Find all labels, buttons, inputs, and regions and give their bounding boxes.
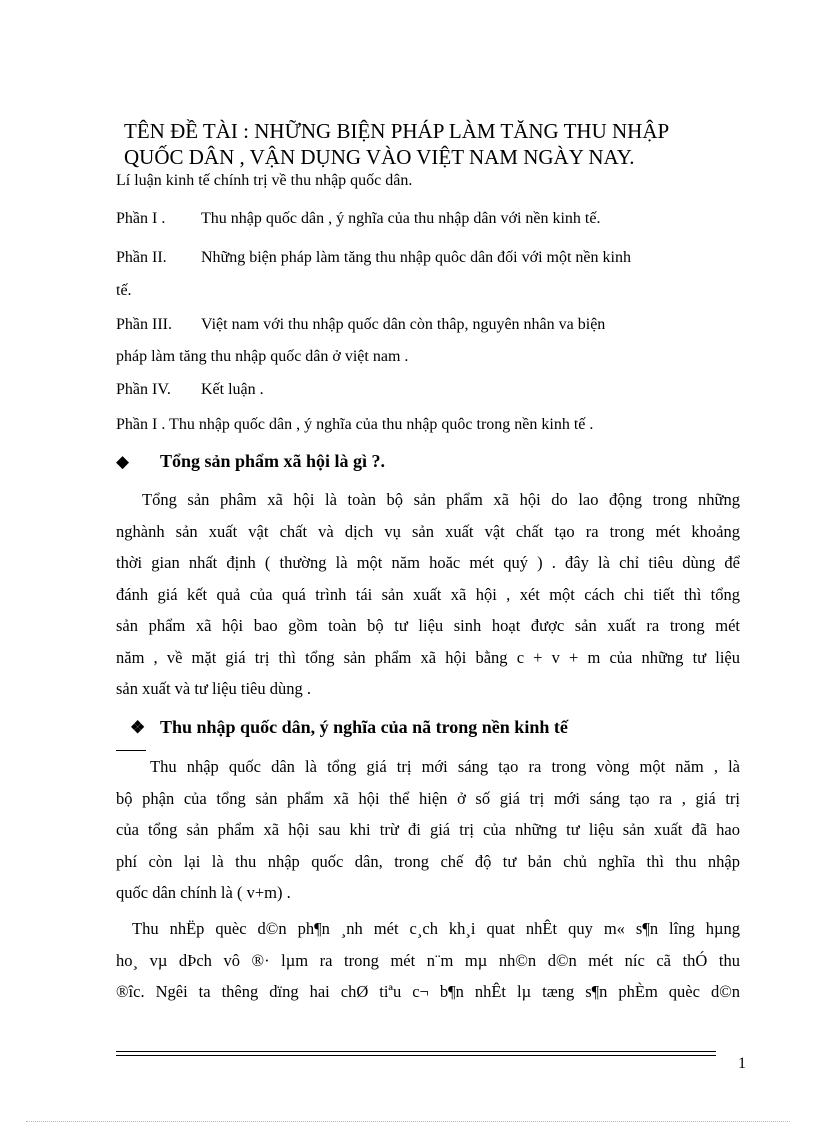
outline-item-label: Phần III. xyxy=(116,316,172,333)
paragraph-line: nghành sản xuất vật chất và dịch vụ sản xuất vật chất tạo ra trong mét khoảng xyxy=(116,521,740,541)
outline-item-label: Phần II. xyxy=(116,249,167,266)
outline-item-2-continuation: tế. xyxy=(116,282,132,299)
paragraph-line: thời gian nhất định ( thường là một năm hoăc mét quý ) . đây là chỉ tiêu dùng để xyxy=(116,553,740,572)
outline-item-text: Thu nhập quốc dân , ý nghĩa của thu nhập dân với nền kinh tế. xyxy=(201,210,601,227)
diamond-bullet-icon: ◆ xyxy=(116,452,130,471)
section-1-heading-text: Tổng sản phẩm xã hội là gì ?. xyxy=(160,451,386,471)
four-diamond-bullet-icon: ❖ xyxy=(130,718,146,737)
outline-item-label: Phần I . xyxy=(116,210,166,227)
paragraph-line: đánh giá kết quả của quá trình tái sản xuất xã hội , xét một cách chi tiết thì tổng xyxy=(116,584,740,604)
footer-rule-top xyxy=(116,1051,716,1052)
section-2-heading-text: Thu nhập quốc dân, ý nghĩa của nã trong nền kinh tế xyxy=(160,717,568,737)
paragraph-line: ho¸ vµ dÞch vô ®· lµm ra trong mét n¨m mµ nh©n d©n mét níc cã thÓ thu xyxy=(116,950,740,970)
outline-item-3 xyxy=(116,316,605,334)
paragraph-line: phí còn lại là thu nhập quốc dân, trong chế độ tư bản chủ nghĩa thì thu nhập xyxy=(116,851,740,871)
paragraph-line: ®îc. Ngêi ta thêng dïng hai chØ tiªu c¬ b¶n nhÊt lµ tæng s¶n phÈm quèc d©n xyxy=(116,982,740,1001)
footer-rule-bottom xyxy=(116,1055,716,1056)
outline-item-text: Kết luận . xyxy=(201,381,264,398)
title-line-2: QUỐC DÂN , VẬN DỤNG VÀO VIỆT NAM NGÀY NAY. xyxy=(124,145,635,169)
outline-item-label: Phần IV. xyxy=(116,381,171,398)
outline-item-2 xyxy=(116,249,631,267)
section-1-paragraph xyxy=(116,484,740,705)
paragraph-line: sản phẩm xã hội bao gồm toàn bộ tư liệu sinh hoạt được sản xuất ra trong mét xyxy=(116,616,740,635)
paragraph-line: bộ phận của tổng sản phẩm xã hội thể hiện ở số giá trị mới sáng tạo ra , giá trị xyxy=(116,788,740,808)
section-3-paragraph xyxy=(116,913,740,1008)
section-2-paragraph xyxy=(116,751,740,909)
page-number: 1 xyxy=(738,1055,746,1072)
paragraph-line: Thu nhËp quèc d©n ph¶n ¸nh mét c¸ch kh¸i quat nhÊt quy m« s¶n lîng hµng xyxy=(132,919,740,938)
paragraph-line: quốc dân chính là ( v+m) . xyxy=(116,883,291,902)
outline-item-1 xyxy=(116,210,600,228)
paragraph-line: Thu nhập quốc dân là tổng giá trị mới sáng tạo ra trong vòng một năm , là xyxy=(150,757,740,776)
paragraph-line: sản xuất và tư liệu tiêu dùng . xyxy=(116,679,311,698)
paragraph-line: của tổng sản phẩm xã hội sau khi trừ đi giá trị của những tư liệu sản xuất đã hao xyxy=(116,820,740,839)
outline-item-text: Những biện pháp làm tăng thu nhập quôc dân đối với một nền kinh xyxy=(201,249,631,266)
outline-item-4 xyxy=(116,381,264,399)
section-1-heading xyxy=(116,451,385,472)
outline-item-text: Việt nam với thu nhập quốc dân còn thâp, nguyên nhân va biện xyxy=(201,316,606,333)
paragraph-line: Tổng sản phâm xã hội là toàn bộ sản phẩm xã hội do lao động trong những xyxy=(142,490,740,509)
section-2-heading xyxy=(130,717,568,738)
outline-item-3-continuation: pháp làm tăng thu nhập quốc dân ở việt nam . xyxy=(116,348,409,365)
section-intro-line: Phần I . Thu nhập quốc dân , ý nghĩa của thu nhập quôc trong nền kinh tế . xyxy=(116,416,594,433)
title-line-1: TÊN ĐỀ TÀI : NHỮNG BIỆN PHÁP LÀM TĂNG THU NHẬP xyxy=(124,119,670,143)
outline-intro: Lí luận kinh tế chính trị về thu nhập quốc dân. xyxy=(116,172,413,189)
document-title xyxy=(124,118,764,170)
paragraph-line: năm , về mặt giá trị thì tổng sản phẩm xã hội bằng c + v + m của những tư liệu xyxy=(116,647,740,667)
page-boundary xyxy=(26,1121,790,1122)
